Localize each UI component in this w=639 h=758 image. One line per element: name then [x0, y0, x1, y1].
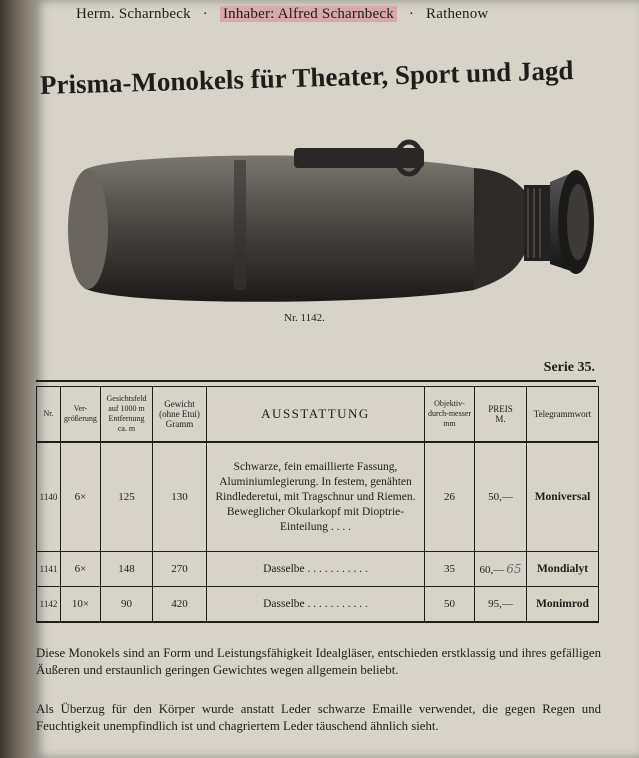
cell-weight: 270 — [153, 552, 207, 587]
handwritten-price-note: 65 — [506, 562, 522, 576]
header-magnification: Ver-größerung — [61, 387, 101, 443]
cell-weight: 130 — [153, 442, 207, 552]
separator-1: · — [202, 6, 208, 22]
table-row — [37, 587, 599, 623]
separator-2: · — [408, 6, 415, 22]
table-top-rule — [36, 380, 596, 382]
header-weight — [153, 387, 207, 443]
cell-telegram: Monimrod — [527, 587, 599, 623]
header-field-label: Gesichtsfeld auf 1000 m Entfernung — [106, 394, 147, 423]
cell-equipment: Dasselbe . . . . . . . . . . . — [207, 587, 425, 623]
header-no: Nr. — [37, 387, 61, 443]
cell-field: 148 — [101, 552, 153, 587]
city-name: Rathenow — [426, 6, 489, 22]
cell-objective: 35 — [425, 552, 475, 587]
publisher-line — [76, 6, 488, 23]
company-name: Herm. Scharnbeck — [76, 6, 191, 22]
cell-field: 125 — [101, 442, 153, 552]
cell-magnification: 6× — [61, 552, 101, 587]
description-paragraph-1: Diese Monokels sind an Form und Leistungsfähigkeit Idealgläser, entschieden erstklassig und ihres gefälligen Äußeren und erstaunlich geringen Gewichtes wegen allgemein beliebt. — [36, 645, 601, 677]
header-objective-label: Objektiv-durch-messer — [427, 399, 472, 418]
spec-table — [36, 386, 599, 623]
header-field-unit: ca. m — [117, 424, 136, 433]
cell-objective: 26 — [425, 442, 475, 552]
cell-telegram: Mondialyt — [527, 552, 599, 587]
table-row — [37, 552, 599, 587]
cell-price: 50,— — [475, 442, 527, 552]
header-field-of-view — [101, 387, 153, 443]
cell-weight: 420 — [153, 587, 207, 623]
header-weight-unit: Gramm — [165, 419, 194, 429]
cell-no: 1141 — [37, 552, 61, 587]
header-weight-label: Gewicht (ohne Etui) — [159, 399, 200, 419]
owner-name: Inhaber: Alfred Scharnbeck — [220, 6, 397, 22]
header-price-unit: M. — [495, 414, 506, 424]
table-header-row — [37, 387, 599, 443]
catalog-page — [34, 0, 639, 758]
cell-magnification: 6× — [61, 442, 101, 552]
page-title: Prisma-Monokels für Theater, Sport und Jagd — [39, 55, 574, 100]
cell-magnification: 10× — [61, 587, 101, 623]
series-label: Serie 35. — [543, 360, 595, 375]
header-price-label: PREIS — [488, 404, 513, 414]
cell-no: 1140 — [37, 442, 61, 552]
header-telegram: Telegrammwort — [527, 387, 599, 443]
cell-telegram: Moniversal — [527, 442, 599, 552]
cell-equipment: Schwarze, fein emaillierte Fassung, Aluminiumlegierung. In festem, genähten Rindlederetui, mit Tragschnur und Riemen. Beweglicher Okularkopf mit Dioptrie-Einteilung . . . . — [207, 442, 425, 552]
cell-equipment: Dasselbe . . . . . . . . . . . — [207, 552, 425, 587]
header-equipment: AUSSTATTUNG — [207, 387, 425, 443]
description-paragraph-2: Als Überzug für den Körper wurde anstatt Leder schwarze Emaille verwendet, die gegen Regen und Feuchtigkeit unempfindlich ist und chagriertem Leder täuschend ähnlich sieht. — [36, 701, 601, 733]
photo-caption: Nr. 1142. — [284, 312, 325, 324]
header-objective-unit: mm — [443, 419, 456, 428]
price-value: 60,— — [479, 564, 505, 576]
header-objective — [425, 387, 475, 443]
cell-price: 95,— — [475, 587, 527, 623]
table-row — [37, 442, 599, 552]
cell-objective: 50 — [425, 587, 475, 623]
cell-no: 1142 — [37, 587, 61, 623]
cell-field: 90 — [101, 587, 153, 623]
cell-price — [475, 552, 527, 587]
monocular-photo — [54, 130, 599, 315]
header-price — [475, 387, 527, 443]
